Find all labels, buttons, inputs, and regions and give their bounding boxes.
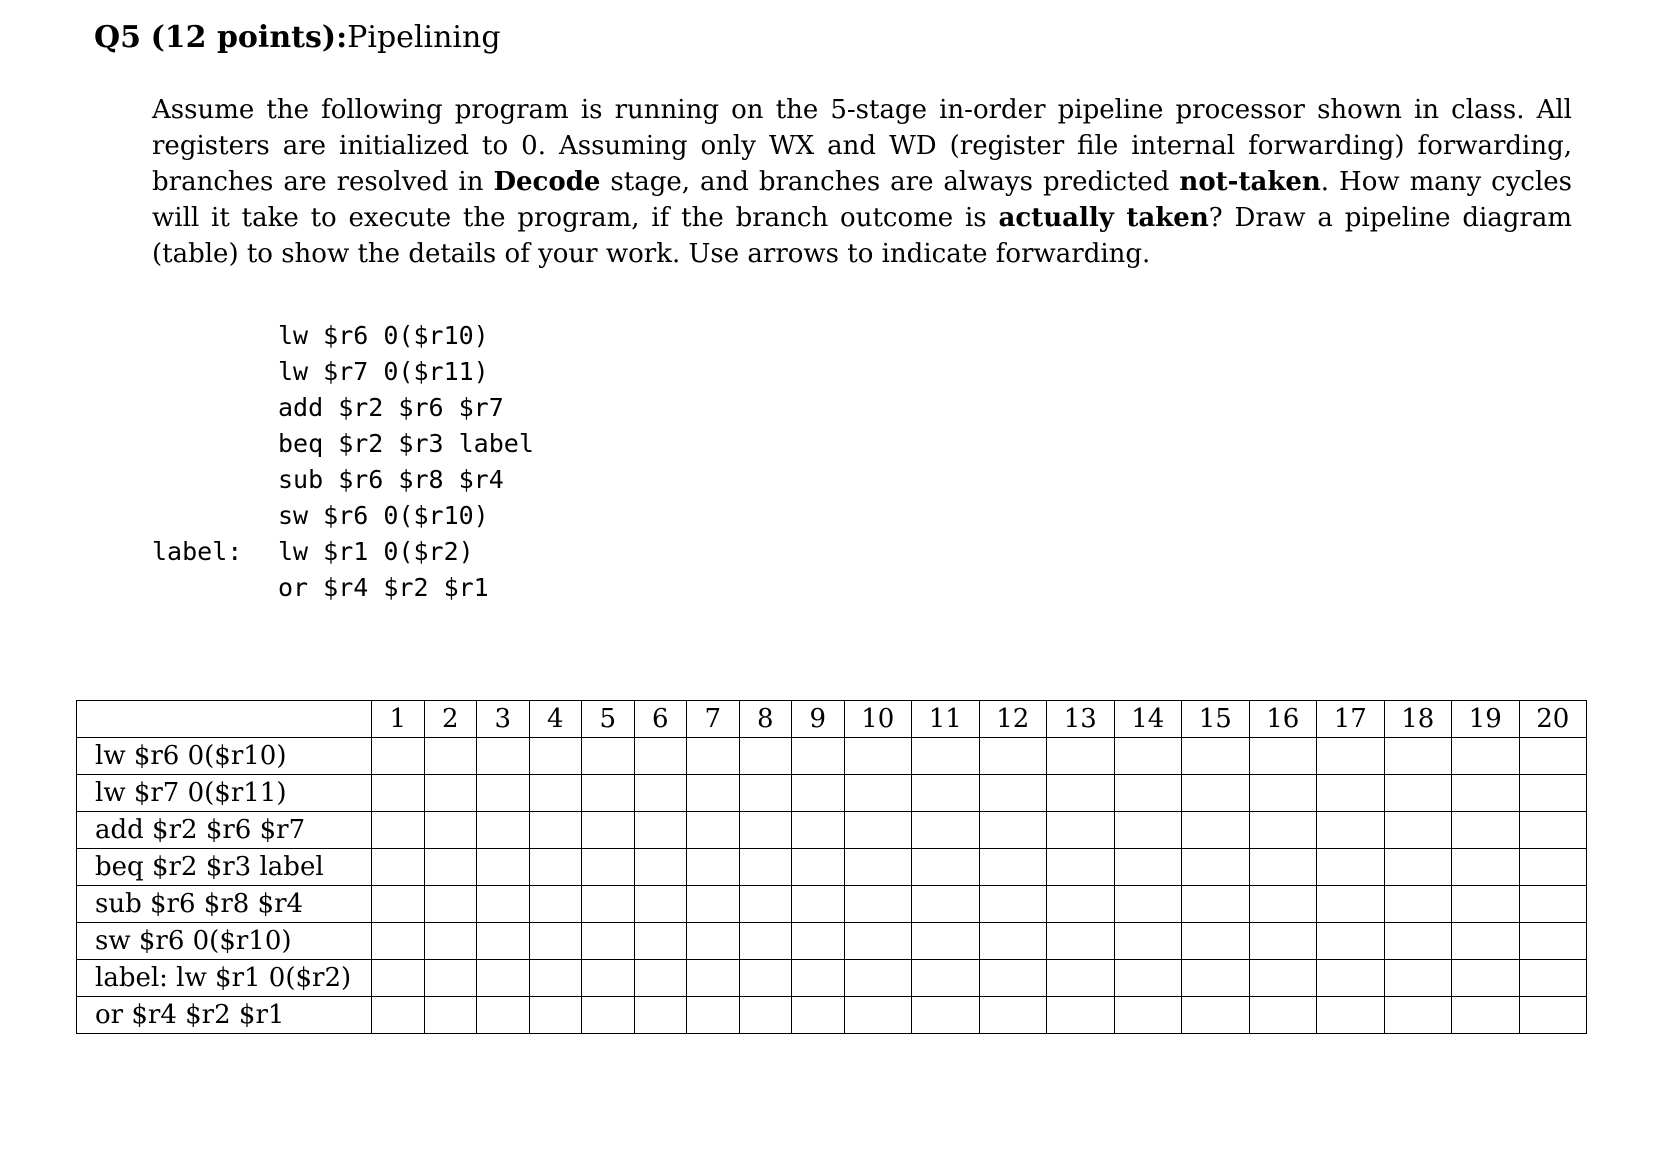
code-label — [152, 498, 278, 534]
pipeline-cell[interactable] — [1249, 849, 1317, 886]
cycle-header-6: 6 — [634, 701, 687, 738]
pipeline-diagram-table — [76, 700, 1587, 1034]
paragraph-text-4: ? Draw a pipeline diagram (table) to show the details of your work. Use arrows to indicate forwarding. — [152, 203, 1573, 269]
pipeline-cell[interactable] — [582, 886, 635, 923]
pipeline-cell[interactable] — [912, 960, 980, 997]
pipeline-cell[interactable] — [1182, 886, 1250, 923]
pipeline-cell[interactable] — [529, 960, 582, 997]
code-line — [152, 354, 534, 390]
cycle-header-4: 4 — [529, 701, 582, 738]
pipeline-cell[interactable] — [739, 775, 792, 812]
pipeline-cell[interactable] — [1452, 775, 1520, 812]
pipeline-cell[interactable] — [979, 812, 1047, 849]
pipeline-cell[interactable] — [739, 886, 792, 923]
pipeline-cell[interactable] — [912, 775, 980, 812]
pipeline-cell[interactable] — [1249, 923, 1317, 960]
pipeline-cell[interactable] — [372, 812, 425, 849]
pipeline-cell[interactable] — [1114, 812, 1182, 849]
cycle-header-9: 9 — [792, 701, 845, 738]
pipeline-cell[interactable] — [1249, 812, 1317, 849]
table-row — [77, 775, 1587, 812]
pipeline-cell[interactable] — [979, 923, 1047, 960]
code-line — [152, 498, 534, 534]
code-instruction: add $r2 $r6 $r7 — [278, 393, 504, 422]
paragraph-text-3: . How many cycles will it take to execute the program, if the branch outcome is — [152, 167, 1572, 233]
pipeline-cell[interactable] — [529, 812, 582, 849]
code-line — [152, 462, 534, 498]
pipeline-cell[interactable] — [844, 923, 912, 960]
pipeline-cell[interactable] — [477, 849, 530, 886]
row-instruction-label: add $r2 $r6 $r7 — [77, 812, 372, 849]
pipeline-cell[interactable] — [1317, 849, 1385, 886]
pipeline-cell[interactable] — [979, 849, 1047, 886]
pipeline-cell[interactable] — [1317, 923, 1385, 960]
pipeline-cell[interactable] — [1519, 960, 1587, 997]
table-row — [77, 738, 1587, 775]
pipeline-cell[interactable] — [634, 997, 687, 1034]
pipeline-cell[interactable] — [1317, 812, 1385, 849]
pipeline-cell[interactable] — [1047, 886, 1115, 923]
pipeline-cell[interactable] — [1249, 738, 1317, 775]
pipeline-cell[interactable] — [912, 738, 980, 775]
pipeline-cell[interactable] — [792, 775, 845, 812]
pipeline-cell[interactable] — [634, 812, 687, 849]
pipeline-cell[interactable] — [739, 812, 792, 849]
cycle-header-18: 18 — [1384, 701, 1452, 738]
code-label — [152, 426, 278, 462]
pipeline-cell[interactable] — [634, 886, 687, 923]
pipeline-cell[interactable] — [1384, 923, 1452, 960]
pipeline-cell[interactable] — [912, 886, 980, 923]
cycle-header-1: 1 — [372, 701, 425, 738]
code-instruction: lw $r7 0($r11) — [278, 357, 489, 386]
pipeline-cell[interactable] — [1182, 775, 1250, 812]
pipeline-cell[interactable] — [912, 849, 980, 886]
pipeline-cell[interactable] — [739, 849, 792, 886]
pipeline-cell[interactable] — [1182, 738, 1250, 775]
pipeline-cell[interactable] — [529, 849, 582, 886]
pipeline-cell[interactable] — [979, 960, 1047, 997]
pipeline-cell[interactable] — [1249, 960, 1317, 997]
code-label — [152, 318, 278, 354]
pipeline-cell[interactable] — [792, 738, 845, 775]
pipeline-cell[interactable] — [1452, 738, 1520, 775]
table-row — [77, 812, 1587, 849]
pipeline-cell[interactable] — [792, 997, 845, 1034]
pipeline-cell[interactable] — [477, 738, 530, 775]
code-label — [152, 354, 278, 390]
pipeline-cell[interactable] — [687, 849, 740, 886]
cycle-header-11: 11 — [912, 701, 980, 738]
cycle-header-15: 15 — [1182, 701, 1250, 738]
pipeline-cell[interactable] — [1047, 775, 1115, 812]
pipeline-cell[interactable] — [1519, 997, 1587, 1034]
pipeline-cell[interactable] — [1519, 923, 1587, 960]
code-line — [152, 534, 534, 570]
pipeline-cell[interactable] — [582, 960, 635, 997]
table-row — [77, 923, 1587, 960]
pipeline-cell[interactable] — [634, 960, 687, 997]
pipeline-cell[interactable] — [1452, 886, 1520, 923]
pipeline-cell[interactable] — [979, 775, 1047, 812]
pipeline-cell[interactable] — [477, 812, 530, 849]
row-instruction-label: lw $r7 0($r11) — [77, 775, 372, 812]
pipeline-cell[interactable] — [372, 960, 425, 997]
pipeline-cell[interactable] — [634, 738, 687, 775]
cycle-header-17: 17 — [1317, 701, 1385, 738]
table-row — [77, 886, 1587, 923]
pipeline-cell[interactable] — [1114, 923, 1182, 960]
pipeline-cell[interactable] — [1452, 997, 1520, 1034]
code-label — [152, 570, 278, 606]
pipeline-cell[interactable] — [1182, 849, 1250, 886]
table-row — [77, 960, 1587, 997]
pipeline-cell[interactable] — [1384, 812, 1452, 849]
pipeline-cell[interactable] — [1384, 997, 1452, 1034]
header-blank-cell — [77, 701, 372, 738]
code-line — [152, 390, 534, 426]
pipeline-cell[interactable] — [1114, 775, 1182, 812]
pipeline-cell[interactable] — [529, 997, 582, 1034]
pipeline-cell[interactable] — [582, 923, 635, 960]
pipeline-cell[interactable] — [634, 775, 687, 812]
pipeline-cell[interactable] — [477, 775, 530, 812]
pipeline-cell[interactable] — [372, 923, 425, 960]
row-instruction-label: lw $r6 0($r10) — [77, 738, 372, 775]
cycle-header-20: 20 — [1519, 701, 1587, 738]
pipeline-cell[interactable] — [582, 738, 635, 775]
question-paragraph — [152, 92, 1572, 272]
pipeline-cell[interactable] — [634, 923, 687, 960]
pipeline-cell[interactable] — [687, 812, 740, 849]
pipeline-cell[interactable] — [424, 738, 477, 775]
pipeline-cell[interactable] — [739, 923, 792, 960]
pipeline-cell[interactable] — [687, 775, 740, 812]
pipeline-cell[interactable] — [1182, 960, 1250, 997]
pipeline-cell[interactable] — [1047, 923, 1115, 960]
cycle-header-5: 5 — [582, 701, 635, 738]
pipeline-cell[interactable] — [1317, 997, 1385, 1034]
pipeline-cell[interactable] — [529, 738, 582, 775]
question-topic: Pipelining — [347, 20, 501, 55]
pipeline-cell[interactable] — [529, 923, 582, 960]
question-title — [94, 18, 501, 58]
pipeline-cell[interactable] — [1182, 997, 1250, 1034]
pipeline-cell[interactable] — [1047, 997, 1115, 1034]
code-instruction: beq $r2 $r3 label — [278, 429, 534, 458]
pipeline-cell[interactable] — [844, 886, 912, 923]
pipeline-cell[interactable] — [1519, 775, 1587, 812]
code-label — [152, 390, 278, 426]
pipeline-cell[interactable] — [1047, 960, 1115, 997]
pipeline-cell[interactable] — [424, 886, 477, 923]
pipeline-cell[interactable] — [1452, 849, 1520, 886]
pipeline-cell[interactable] — [792, 886, 845, 923]
pipeline-cell[interactable] — [582, 849, 635, 886]
code-instruction: sub $r6 $r8 $r4 — [278, 465, 504, 494]
pipeline-cell[interactable] — [1384, 960, 1452, 997]
pipeline-cell[interactable] — [424, 849, 477, 886]
paragraph-bold-decode: Decode — [493, 167, 601, 197]
pipeline-cell[interactable] — [1047, 812, 1115, 849]
pipeline-cell[interactable] — [1249, 886, 1317, 923]
code-label — [152, 462, 278, 498]
pipeline-cell[interactable] — [424, 812, 477, 849]
table-row — [77, 849, 1587, 886]
pipeline-cell[interactable] — [979, 738, 1047, 775]
code-instruction: lw $r6 0($r10) — [278, 321, 489, 350]
code-line — [152, 570, 534, 606]
pipeline-cell[interactable] — [477, 923, 530, 960]
pipeline-cell[interactable] — [739, 960, 792, 997]
pipeline-cell[interactable] — [1114, 886, 1182, 923]
pipeline-cell[interactable] — [844, 960, 912, 997]
pipeline-cell[interactable] — [844, 997, 912, 1034]
pipeline-cell[interactable] — [1249, 775, 1317, 812]
pipeline-cell[interactable] — [372, 849, 425, 886]
pipeline-cell[interactable] — [424, 775, 477, 812]
pipeline-cell[interactable] — [1452, 812, 1520, 849]
pipeline-cell[interactable] — [792, 923, 845, 960]
cycle-header-3: 3 — [477, 701, 530, 738]
table-row — [77, 997, 1587, 1034]
pipeline-cell[interactable] — [1452, 960, 1520, 997]
pipeline-cell[interactable] — [1519, 738, 1587, 775]
pipeline-cell[interactable] — [1519, 886, 1587, 923]
pipeline-cell[interactable] — [1519, 812, 1587, 849]
pipeline-cell[interactable] — [844, 849, 912, 886]
pipeline-cell[interactable] — [424, 997, 477, 1034]
code-label: label: — [152, 537, 243, 566]
pipeline-cell[interactable] — [792, 960, 845, 997]
pipeline-cell[interactable] — [912, 997, 980, 1034]
pipeline-cell[interactable] — [1114, 960, 1182, 997]
pipeline-cell[interactable] — [844, 738, 912, 775]
code-listing — [152, 318, 534, 606]
pipeline-cell[interactable] — [582, 775, 635, 812]
pipeline-cell[interactable] — [477, 997, 530, 1034]
pipeline-cell[interactable] — [477, 960, 530, 997]
pipeline-cell[interactable] — [1047, 738, 1115, 775]
row-instruction-label: sub $r6 $r8 $r4 — [77, 886, 372, 923]
row-instruction-label: sw $r6 0($r10) — [77, 923, 372, 960]
pipeline-cell[interactable] — [1317, 738, 1385, 775]
paragraph-bold-not-taken: not-taken — [1179, 167, 1321, 197]
pipeline-cell[interactable] — [1384, 775, 1452, 812]
code-line — [152, 426, 534, 462]
question-number: Q5 — [94, 20, 142, 55]
pipeline-cell[interactable] — [372, 886, 425, 923]
cycle-header-14: 14 — [1114, 701, 1182, 738]
pipeline-cell[interactable] — [739, 997, 792, 1034]
pipeline-cell[interactable] — [687, 923, 740, 960]
pipeline-cell[interactable] — [1317, 886, 1385, 923]
pipeline-cell[interactable] — [1384, 886, 1452, 923]
pipeline-cell[interactable] — [1519, 849, 1587, 886]
code-instruction: lw $r1 0($r2) — [278, 537, 474, 566]
pipeline-cell[interactable] — [1114, 849, 1182, 886]
pipeline-cell[interactable] — [979, 997, 1047, 1034]
paragraph-text-2: stage, and branches are always predicted — [600, 167, 1180, 197]
pipeline-cell[interactable] — [424, 960, 477, 997]
cycle-header-8: 8 — [739, 701, 792, 738]
paragraph-bold-actually-taken: actually taken — [998, 203, 1209, 233]
pipeline-cell[interactable] — [582, 997, 635, 1034]
pipeline-cell[interactable] — [1317, 960, 1385, 997]
pipeline-cell[interactable] — [1114, 997, 1182, 1034]
pipeline-cell[interactable] — [1317, 775, 1385, 812]
pipeline-cell[interactable] — [1452, 923, 1520, 960]
pipeline-cell[interactable] — [844, 812, 912, 849]
cycle-header-2: 2 — [424, 701, 477, 738]
row-instruction-label: beq $r2 $r3 label — [77, 849, 372, 886]
pipeline-cell[interactable] — [912, 923, 980, 960]
pipeline-cell[interactable] — [1182, 812, 1250, 849]
pipeline-cell[interactable] — [792, 849, 845, 886]
cycle-header-19: 19 — [1452, 701, 1520, 738]
pipeline-cell[interactable] — [1384, 849, 1452, 886]
pipeline-cell[interactable] — [529, 775, 582, 812]
cycle-header-16: 16 — [1249, 701, 1317, 738]
pipeline-cell[interactable] — [477, 886, 530, 923]
code-instruction: or $r4 $r2 $r1 — [278, 573, 489, 602]
code-instruction: sw $r6 0($r10) — [278, 501, 489, 530]
pipeline-cell[interactable] — [372, 997, 425, 1034]
pipeline-cell[interactable] — [1114, 738, 1182, 775]
pipeline-cell[interactable] — [372, 775, 425, 812]
paragraph-text-1: Assume the following program is running on the 5-stage in-order pipeline processor shown in class. All registers are initialized to 0. Assuming only WX and WD (register file internal forwarding) forwarding, branches are resolved in — [152, 95, 1572, 197]
pipeline-cell[interactable] — [792, 812, 845, 849]
pipeline-cell[interactable] — [424, 923, 477, 960]
pipeline-cell[interactable] — [739, 738, 792, 775]
pipeline-cell[interactable] — [1182, 923, 1250, 960]
question-points: (12 points): — [150, 20, 348, 55]
pipeline-cell[interactable] — [1047, 849, 1115, 886]
pipeline-cell[interactable] — [979, 886, 1047, 923]
pipeline-cell[interactable] — [1384, 738, 1452, 775]
pipeline-cell[interactable] — [912, 812, 980, 849]
row-instruction-label: or $r4 $r2 $r1 — [77, 997, 372, 1034]
cycle-header-row — [77, 701, 1587, 738]
pipeline-cell[interactable] — [1249, 997, 1317, 1034]
pipeline-cell[interactable] — [582, 812, 635, 849]
pipeline-cell[interactable] — [687, 997, 740, 1034]
cycle-header-12: 12 — [979, 701, 1047, 738]
code-line — [152, 318, 534, 354]
pipeline-cell[interactable] — [634, 849, 687, 886]
pipeline-cell[interactable] — [529, 886, 582, 923]
pipeline-cell[interactable] — [687, 960, 740, 997]
cycle-header-10: 10 — [844, 701, 912, 738]
pipeline-cell[interactable] — [687, 886, 740, 923]
pipeline-cell[interactable] — [687, 738, 740, 775]
row-instruction-label: label: lw $r1 0($r2) — [77, 960, 372, 997]
pipeline-cell[interactable] — [844, 775, 912, 812]
pipeline-cell[interactable] — [372, 738, 425, 775]
cycle-header-13: 13 — [1047, 701, 1115, 738]
cycle-header-7: 7 — [687, 701, 740, 738]
